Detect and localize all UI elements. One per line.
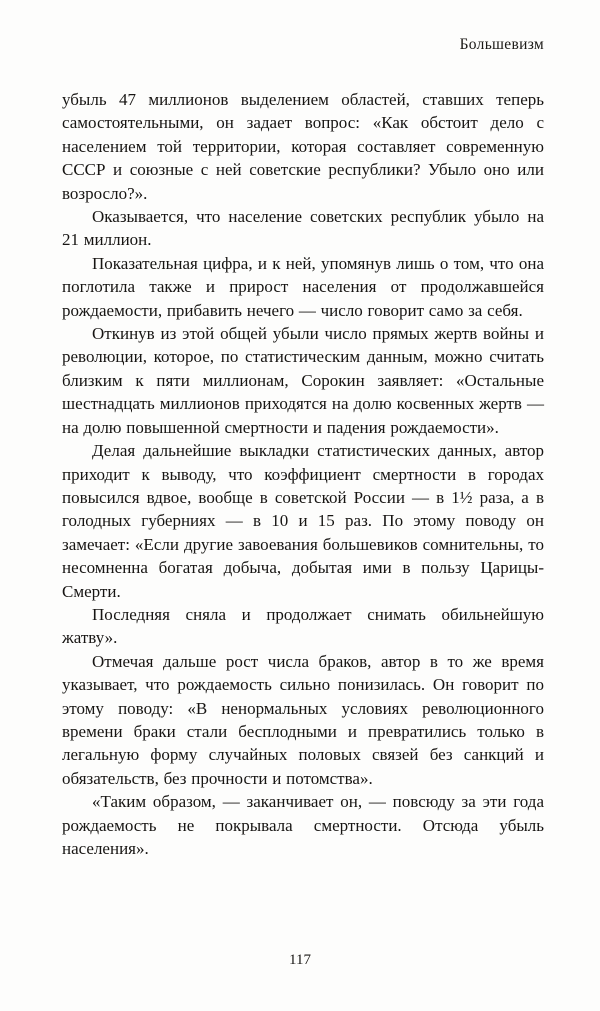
page-number: 117 [289,952,311,968]
paragraph: Отмечая дальше рост числа браков, автор в то же время указывает, что рождаемость сильно понизилась. Он говорит по этому поводу: «В ненормальных условиях революционного времени браки стали бесплодными и превратились только в легальную форму случайных половых связей без санкций и обязательств, без прочности и потомства». [62,651,544,788]
page-body [62,88,544,860]
paragraph: Откинув из этой общей убыли число прямых жертв войны и революции, которое, по статистическим данным, можно считать близким к пяти миллионам, Сорокин заявляет: «Остальные шестнадцать миллионов приходятся на долю косвенных жертв — на долю повышенной смертности и падения рождаемости». [62,324,544,437]
paragraph: Делая дальнейшие выкладки статистических данных, автор приходит к выводу, что коэффициент смертности в городах повысился вдвое, вообще в советской России — в 1½ раза, а в голодных губерниях — в 10 и 15 раз. По этому поводу он замечает: «Если другие завоевания большевиков сомнительны, то несомненна богатая добыча, добытая ими в пользу Царицы-Смерти. [62,441,544,601]
paragraph: убыль 47 миллионов выделением областей, ставших теперь самостоятельными, он задает вопрос: «Как обстоит дело с населением той территории, которая составляет современную СССР и союзные с ней советские республики? Убыло оно или возросло?». [62,90,544,203]
paragraph: Показательная цифра, и к ней, упомянув лишь о том, что она поглотила также и прирост населения от продолжавшейся рождаемости, прибавить нечего — число говорит само за себя. [62,253,544,320]
paragraph: Оказывается, что население советских республик убыло на 21 миллион. [62,207,544,250]
running-header: Большевизм [459,36,544,53]
paragraph: Последняя сняла и продолжает снимать обильнейшую жатву». [62,604,544,648]
paragraph: «Таким образом, — заканчивает он, — повсюду за эти года рождаемость не покрывала смертности. Отсюда убыль населения». [62,792,544,858]
